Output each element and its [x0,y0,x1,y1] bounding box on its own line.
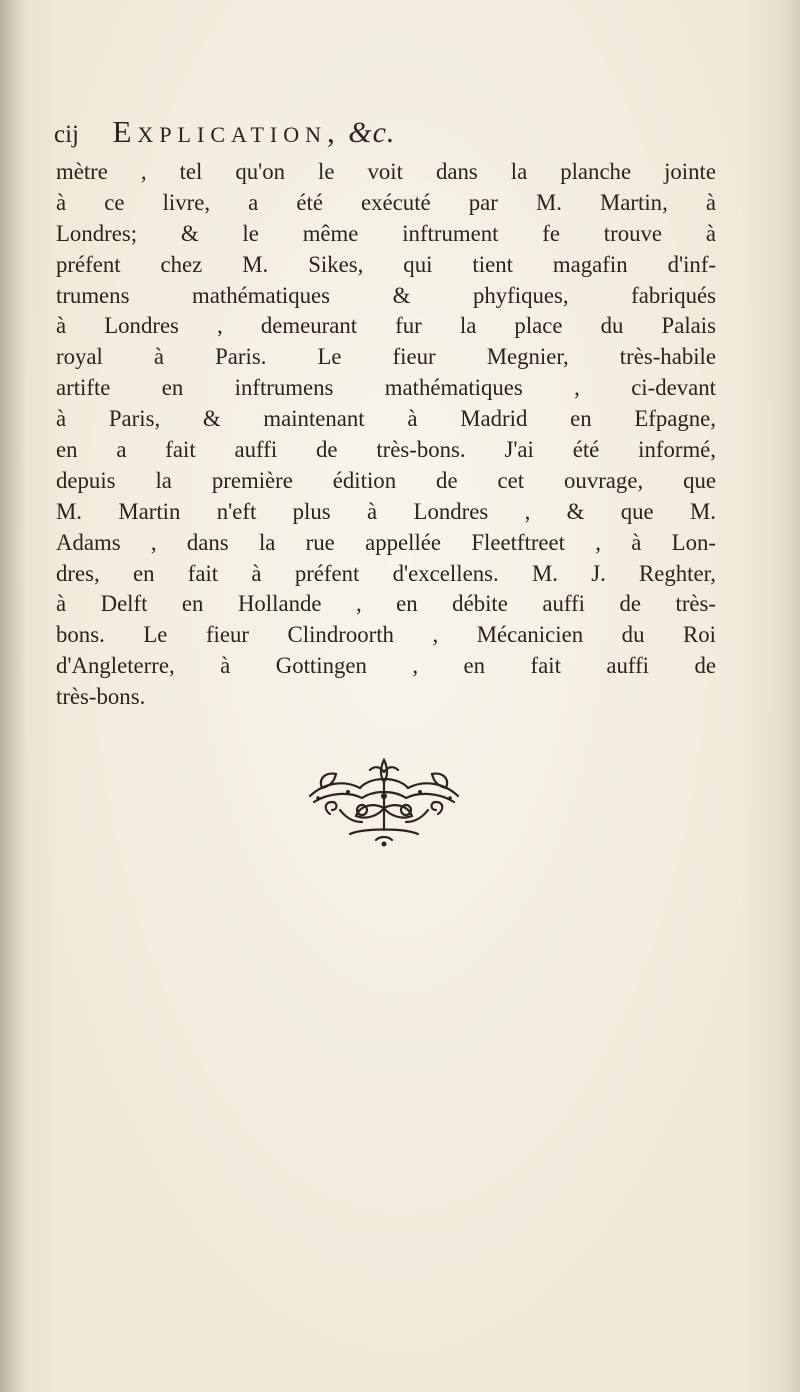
text-line: à Londres , demeurant fur la place du Palais [56,313,716,339]
text-line: dres, en fait à préfent d'excellens. M. J. Reghter, [56,560,716,586]
text-line: royal à Paris. Le fieur Megnier, très-habile [56,344,716,370]
text-line-last: très-bons. [56,684,146,710]
text-line: d'Angleterre, à Gottingen , en fait auffi de [56,653,716,679]
page-number: cij [54,121,79,148]
binding-shadow [0,0,26,1392]
text-line: à Delft en Hollande , en débite auffi de très- [56,591,716,617]
text-line: préfent chez M. Sikes, qui tient magafin d'inf- [56,251,716,277]
text-line: Adams , dans la rue appellée Fleetftreet , à Lon- [56,529,716,555]
text-line: artifte en inftrumens mathématiques , ci-devant [56,375,716,401]
text-line: à ce livre, a été exécuté par M. Martin, à [56,189,716,215]
text-line: M. Martin n'eft plus à Londres , & que M. [56,498,716,524]
text-line: mètre , tel qu'on le voit dans la planche jointe [56,159,716,184]
running-title-tail: &c. [348,116,396,149]
text-line: depuis la première édition de cet ouvrage, que [56,467,716,493]
body-text [56,157,716,713]
floral-fleuron-icon [300,752,468,848]
text-line: bons. Le fieur Clindroorth , Mécanicien du Roi [56,622,716,648]
text-line: Londres; & le même inftrument fe trouve à [56,220,716,246]
running-title: Explication, [112,114,341,149]
text-line: trumens mathématiques & phyfiques, fabriqués [56,282,716,308]
running-header [54,112,694,152]
text-line: en a fait auffi de très-bons. J'ai été informé, [56,437,716,463]
text-line: à Paris, & maintenant à Madrid en Efpagne, [56,406,716,432]
